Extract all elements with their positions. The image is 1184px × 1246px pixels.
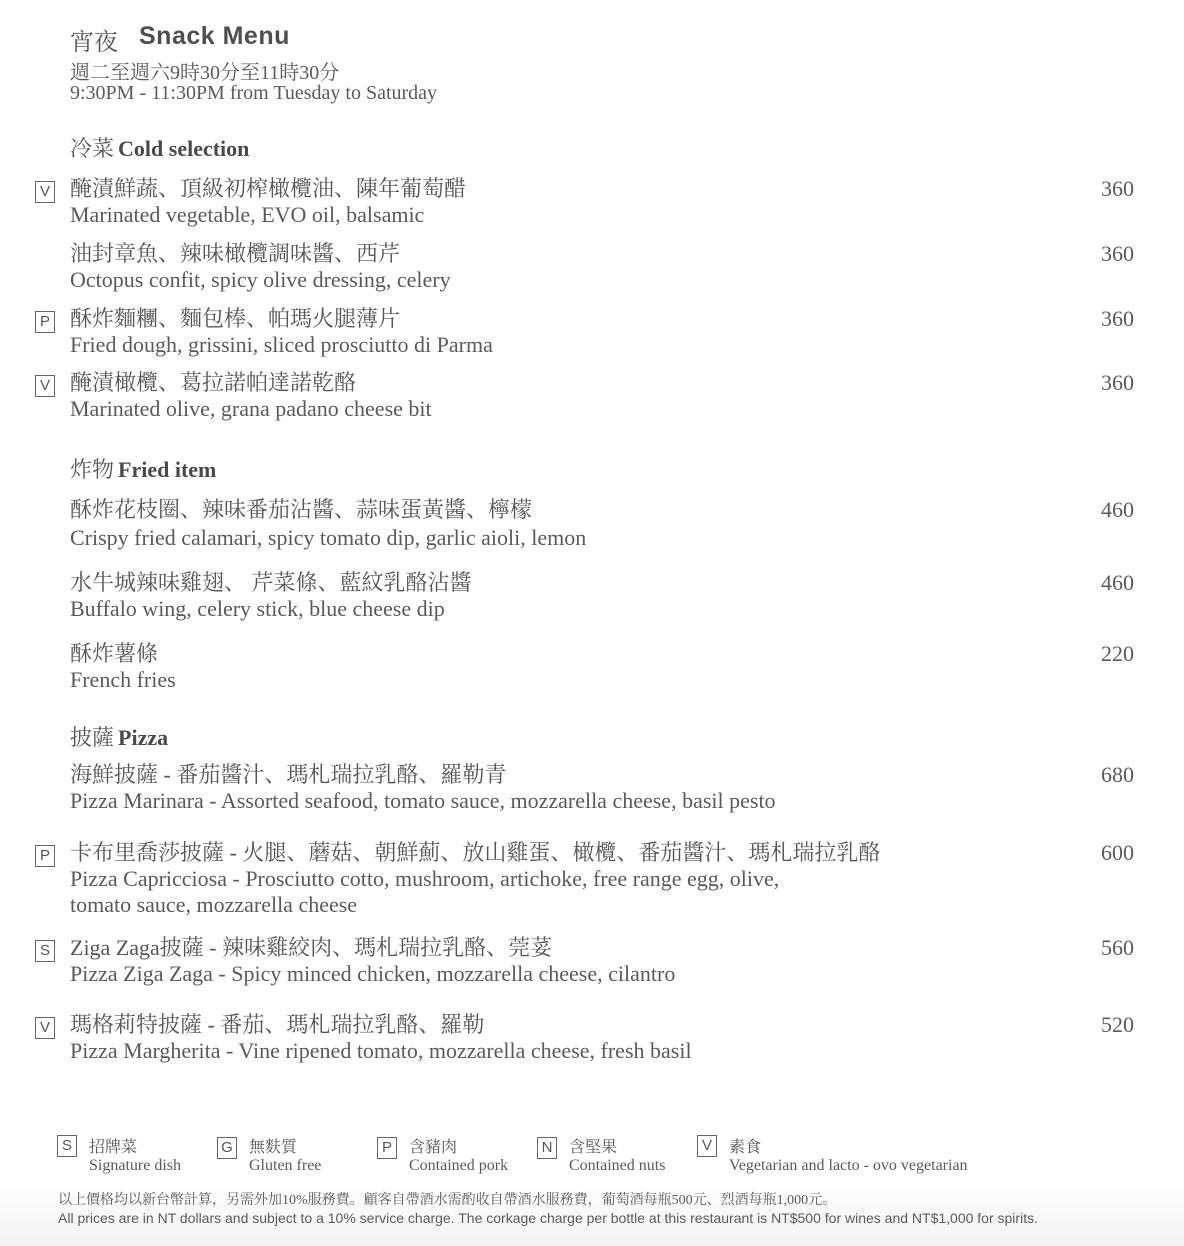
signature-badge-icon: S xyxy=(57,1135,77,1157)
item-name-en: Buffalo wing, celery stick, blue cheese dip xyxy=(70,596,445,621)
item-name-en: French fries xyxy=(70,667,176,692)
legend-label-zh: 無麩質 xyxy=(249,1139,298,1156)
item-name-zh: 海鮮披薩 - 番茄醬汁、瑪札瑞拉乳酪、羅勒青 xyxy=(70,762,507,787)
item-price: 460 xyxy=(1101,570,1134,595)
item-price: 600 xyxy=(1101,840,1134,865)
item-price: 460 xyxy=(1101,497,1134,522)
legend-label-zh: 素食 xyxy=(729,1139,762,1156)
item-name-zh: 酥炸薯條 xyxy=(70,641,159,666)
item-name-en: Pizza Margherita - Vine ripened tomato, mozzarella cheese, fresh basil xyxy=(70,1038,692,1063)
item-name-en: Pizza Marinara - Assorted seafood, tomato sauce, mozzarella cheese, basil pesto xyxy=(70,788,776,813)
item-price: 360 xyxy=(1101,176,1134,201)
section-name-zh: 冷菜 xyxy=(70,136,115,161)
item-name-en: Pizza Ziga Zaga - Spicy minced chicken, mozzarella cheese, cilantro xyxy=(70,961,676,986)
section-name-en: Cold selection xyxy=(118,136,250,161)
item-price: 360 xyxy=(1101,370,1134,395)
item-name-zh: 醃漬橄欖、葛拉諾帕達諾乾酪 xyxy=(70,370,357,395)
pork-badge-icon: P xyxy=(35,311,55,333)
item-name-en: Marinated vegetable, EVO oil, balsamic xyxy=(70,202,425,227)
item-name-zh: 水牛城辣味雞翅、 芹菜條、藍紋乳酪沾醬 xyxy=(70,570,472,595)
item-name-zh: Ziga Zaga披薩 - 辣味雞絞肉、瑪札瑞拉乳酪、莞荽 xyxy=(70,935,553,960)
section-name-zh: 炸物 xyxy=(70,457,115,482)
item-name-zh: 油封章魚、辣味橄欖調味醬、西芹 xyxy=(70,241,401,266)
section-name-en: Pizza xyxy=(118,725,169,750)
section-heading-cold xyxy=(70,132,249,163)
hours-zh: 週二至週六9時30分至11時30分 xyxy=(70,62,340,84)
item-name-en: Pizza Capricciosa - Prosciutto cotto, mushroom, artichoke, free range egg, olive, xyxy=(70,866,780,891)
legend-label-zh: 含堅果 xyxy=(569,1139,618,1156)
legend-label-en: Signature dish xyxy=(89,1157,181,1174)
item-name-zh: 酥炸麵糰、麵包棒、帕瑪火腿薄片 xyxy=(70,306,401,331)
pork-badge-icon: P xyxy=(35,845,55,867)
footer-note-en: All prices are in NT dollars and subject to a 10% service charge. The corkage charge per bottle at this restaurant is NT$500 for wines and NT$1,000 for spirits. xyxy=(58,1210,1038,1226)
legend-label-en: Vegetarian and lacto - ovo vegetarian xyxy=(729,1157,968,1174)
legend-label-en: Contained nuts xyxy=(569,1157,666,1174)
vegetarian-badge-icon: V xyxy=(35,375,55,397)
vegetarian-badge-icon: V xyxy=(35,1017,55,1039)
item-price: 360 xyxy=(1101,306,1134,331)
gluten-free-badge-icon: G xyxy=(217,1137,237,1159)
section-heading-pizza xyxy=(70,721,168,752)
legend-label-zh: 含豬肉 xyxy=(409,1139,458,1156)
section-name-en: Fried item xyxy=(118,457,217,482)
legend-label-en: Gluten free xyxy=(249,1157,322,1174)
item-price: 360 xyxy=(1101,241,1134,266)
item-price: 220 xyxy=(1101,641,1134,666)
menu-title-en: Snack Menu xyxy=(139,22,290,50)
legend-label-zh: 招牌菜 xyxy=(89,1139,138,1156)
menu-title-zh: 宵夜 xyxy=(70,30,118,56)
item-name-zh: 酥炸花枝圈、辣味番茄沾醬、蒜味蛋黃醬、檸檬 xyxy=(70,497,533,522)
nuts-badge-icon: N xyxy=(537,1137,557,1159)
footer-note-zh: 以上價格均以新台幣計算，另需外加10%服務費。顧客自帶酒水需酌收自帶酒水服務費，葡萄酒每瓶500元、烈酒每瓶1,000元。 xyxy=(58,1193,837,1208)
item-name-en: Octopus confit, spicy olive dressing, celery xyxy=(70,267,451,292)
item-name-en: Fried dough, grissini, sliced prosciutto di Parma xyxy=(70,332,493,357)
legend-label-en: Contained pork xyxy=(409,1157,509,1174)
item-name-zh: 卡布里喬莎披薩 - 火腿、蘑菇、朝鮮薊、放山雞蛋、橄欖、番茄醬汁、瑪札瑞拉乳酪 xyxy=(70,840,881,865)
item-name-zh: 醃漬鮮蔬、頂級初榨橄欖油、陳年葡萄醋 xyxy=(70,176,467,201)
item-name-zh: 瑪格莉特披薩 - 番茄、瑪札瑞拉乳酪、羅勒 xyxy=(70,1012,485,1037)
signature-badge-icon: S xyxy=(35,940,55,962)
vegetarian-badge-icon: V xyxy=(35,181,55,203)
item-name-en: Crispy fried calamari, spicy tomato dip, garlic aioli, lemon xyxy=(70,525,587,550)
item-name-en-continued: tomato sauce, mozzarella cheese xyxy=(70,892,358,917)
section-heading-fried xyxy=(70,453,216,484)
item-name-en: Marinated olive, grana padano cheese bit xyxy=(70,396,432,421)
item-price: 520 xyxy=(1101,1012,1134,1037)
pork-badge-icon: P xyxy=(377,1137,397,1159)
item-price: 560 xyxy=(1101,935,1134,960)
hours-en: 9:30PM - 11:30PM from Tuesday to Saturday xyxy=(70,82,438,104)
vegetarian-badge-icon: V xyxy=(697,1135,717,1157)
section-name-zh: 披薩 xyxy=(70,725,115,750)
item-price: 680 xyxy=(1101,762,1134,787)
